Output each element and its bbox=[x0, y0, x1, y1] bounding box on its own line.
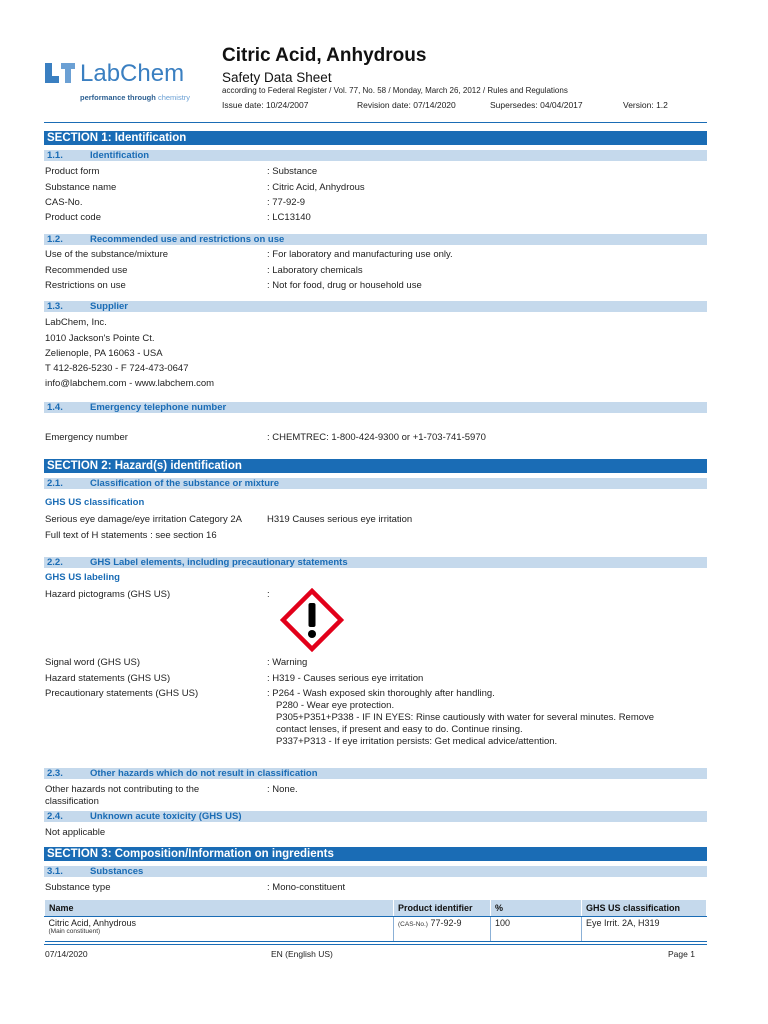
field-label: Recommended use bbox=[45, 265, 128, 276]
section-1-heading: SECTION 1: Identification bbox=[44, 131, 707, 145]
subsection-3-1: 3.1. Substances bbox=[44, 866, 707, 877]
not-applicable: Not applicable bbox=[45, 827, 106, 838]
supplier-line: T 412-826-5230 - F 724-473-0647 bbox=[45, 363, 189, 374]
field-label: Signal word (GHS US) bbox=[45, 657, 141, 668]
ghs07-exclamation-icon bbox=[280, 588, 344, 652]
version: Version: 1.2 bbox=[623, 100, 668, 110]
section-3-heading: SECTION 3: Composition/Information on ingredients bbox=[44, 847, 707, 861]
field-label: Hazard pictograms (GHS US) bbox=[45, 589, 171, 600]
field-value: : Substance bbox=[267, 166, 318, 177]
other-hazards-value: : None. bbox=[267, 784, 298, 795]
table-header-row bbox=[45, 900, 707, 917]
field-value: : LC13140 bbox=[267, 212, 311, 223]
substance-type-value: : Mono-constituent bbox=[267, 882, 346, 893]
logo-wordmark: LabChem bbox=[80, 60, 185, 87]
field-label: Product form bbox=[45, 166, 100, 177]
substance-note: (Main constituent) bbox=[48, 928, 101, 935]
precaution-line: : P264 - Wash exposed skin thoroughly after handling. bbox=[267, 688, 495, 699]
column-header: GHS US classification bbox=[582, 900, 707, 917]
table-row bbox=[45, 917, 707, 942]
field-colon: : bbox=[267, 589, 270, 600]
ghs-class-label: Serious eye damage/eye irritation Category 2A bbox=[45, 514, 242, 525]
field-label: Emergency number bbox=[45, 432, 128, 443]
field-label: CAS-No. bbox=[45, 197, 83, 208]
field-label: Precautionary statements (GHS US) bbox=[45, 688, 199, 699]
cell-name bbox=[45, 917, 394, 942]
cell-ghs: Eye Irrit. 2A, H319 bbox=[582, 917, 707, 942]
subsection-2-4: 2.4. Unknown acute toxicity (GHS US) bbox=[44, 811, 707, 822]
column-header: Name bbox=[45, 900, 394, 917]
field-value: : For laboratory and manufacturing use only. bbox=[267, 249, 453, 260]
precaution-line: P280 - Wear eye protection. bbox=[276, 700, 395, 711]
supplier-line: Zelienople, PA 16063 - USA bbox=[45, 348, 163, 359]
cell-identifier bbox=[394, 917, 491, 942]
substance-name: Citric Acid, Anhydrous bbox=[48, 918, 137, 928]
identifier-value: 77-92-9 bbox=[427, 918, 462, 928]
subsection-1-3: 1.3. Supplier bbox=[44, 301, 707, 312]
revision-date: Revision date: 07/14/2020 bbox=[357, 100, 456, 110]
column-header: % bbox=[491, 900, 582, 917]
logo-tagline: performance through chemistry bbox=[80, 93, 191, 102]
field-label: Hazard statements (GHS US) bbox=[45, 673, 171, 684]
subsection-1-1: 1.1. Identification bbox=[44, 150, 707, 161]
field-label: Product code bbox=[45, 212, 101, 223]
emergency-number: : CHEMTREC: 1-800-424-9300 or +1-703-741-5970 bbox=[267, 432, 486, 443]
field-label: Other hazards not contributing to the bbox=[45, 784, 200, 795]
field-label: Substance type bbox=[45, 882, 111, 893]
composition-table bbox=[44, 899, 707, 942]
hazard-statement: : H319 - Causes serious eye irritation bbox=[267, 673, 424, 684]
identifier-prefix: (CAS-No.) bbox=[398, 921, 428, 928]
subsection-2-2: 2.2. GHS Label elements, including precautionary statements bbox=[44, 557, 707, 568]
full-text-note: Full text of H statements : see section 16 bbox=[45, 530, 217, 541]
precaution-line: P337+P313 - If eye irritation persists: Get medical advice/attention. bbox=[276, 736, 558, 747]
footer-date: 07/14/2020 bbox=[45, 949, 88, 959]
header-rule bbox=[44, 122, 707, 123]
regulation-reference: according to Federal Register / Vol. 77, No. 58 / Monday, March 26, 2012 / Rules and Regulations bbox=[222, 86, 568, 95]
ghs-class-code: H319 Causes serious eye irritation bbox=[267, 514, 413, 525]
subsection-2-1: 2.1. Classification of the substance or mixture bbox=[44, 478, 707, 489]
section-2-heading: SECTION 2: Hazard(s) identification bbox=[44, 459, 707, 473]
field-value: : 77-92-9 bbox=[267, 197, 306, 208]
supersedes-date: Supersedes: 04/04/2017 bbox=[490, 100, 583, 110]
ghs-classification-heading: GHS US classification bbox=[45, 497, 145, 508]
subsection-1-2: 1.2. Recommended use and restrictions on use bbox=[44, 234, 707, 245]
field-label: Restrictions on use bbox=[45, 280, 126, 291]
ghs-labeling-heading: GHS US labeling bbox=[45, 572, 120, 583]
field-label: classification bbox=[45, 796, 99, 807]
field-value: : Not for food, drug or household use bbox=[267, 280, 422, 291]
column-header: Product identifier bbox=[394, 900, 491, 917]
precaution-line: contact lenses, if present and easy to do. Continue rinsing. bbox=[276, 724, 523, 735]
precaution-line: P305+P351+P338 - IF IN EYES: Rinse cautiously with water for several minutes. Remove bbox=[276, 712, 655, 723]
field-value: : Citric Acid, Anhydrous bbox=[267, 182, 365, 193]
footer-page: Page 1 bbox=[668, 949, 695, 959]
document-title: Citric Acid, Anhydrous bbox=[222, 45, 427, 66]
footer-language: EN (English US) bbox=[271, 949, 333, 959]
supplier-line: LabChem, Inc. bbox=[45, 317, 107, 328]
subsection-1-4: 1.4. Emergency telephone number bbox=[44, 402, 707, 413]
supplier-line: 1010 Jackson's Pointe Ct. bbox=[45, 333, 155, 344]
footer-rule bbox=[44, 944, 707, 945]
signal-word: : Warning bbox=[267, 657, 308, 668]
document-subtitle: Safety Data Sheet bbox=[222, 70, 332, 85]
supplier-contact-line: info@labchem.com - www.labchem.com bbox=[45, 378, 215, 389]
subsection-2-3: 2.3. Other hazards which do not result in classification bbox=[44, 768, 707, 779]
field-value: : Laboratory chemicals bbox=[267, 265, 363, 276]
field-label: Substance name bbox=[45, 182, 117, 193]
issue-date: Issue date: 10/24/2007 bbox=[222, 100, 309, 110]
field-label: Use of the substance/mixture bbox=[45, 249, 169, 260]
cell-percent: 100 bbox=[491, 917, 582, 942]
labchem-logo-icon bbox=[44, 60, 76, 84]
